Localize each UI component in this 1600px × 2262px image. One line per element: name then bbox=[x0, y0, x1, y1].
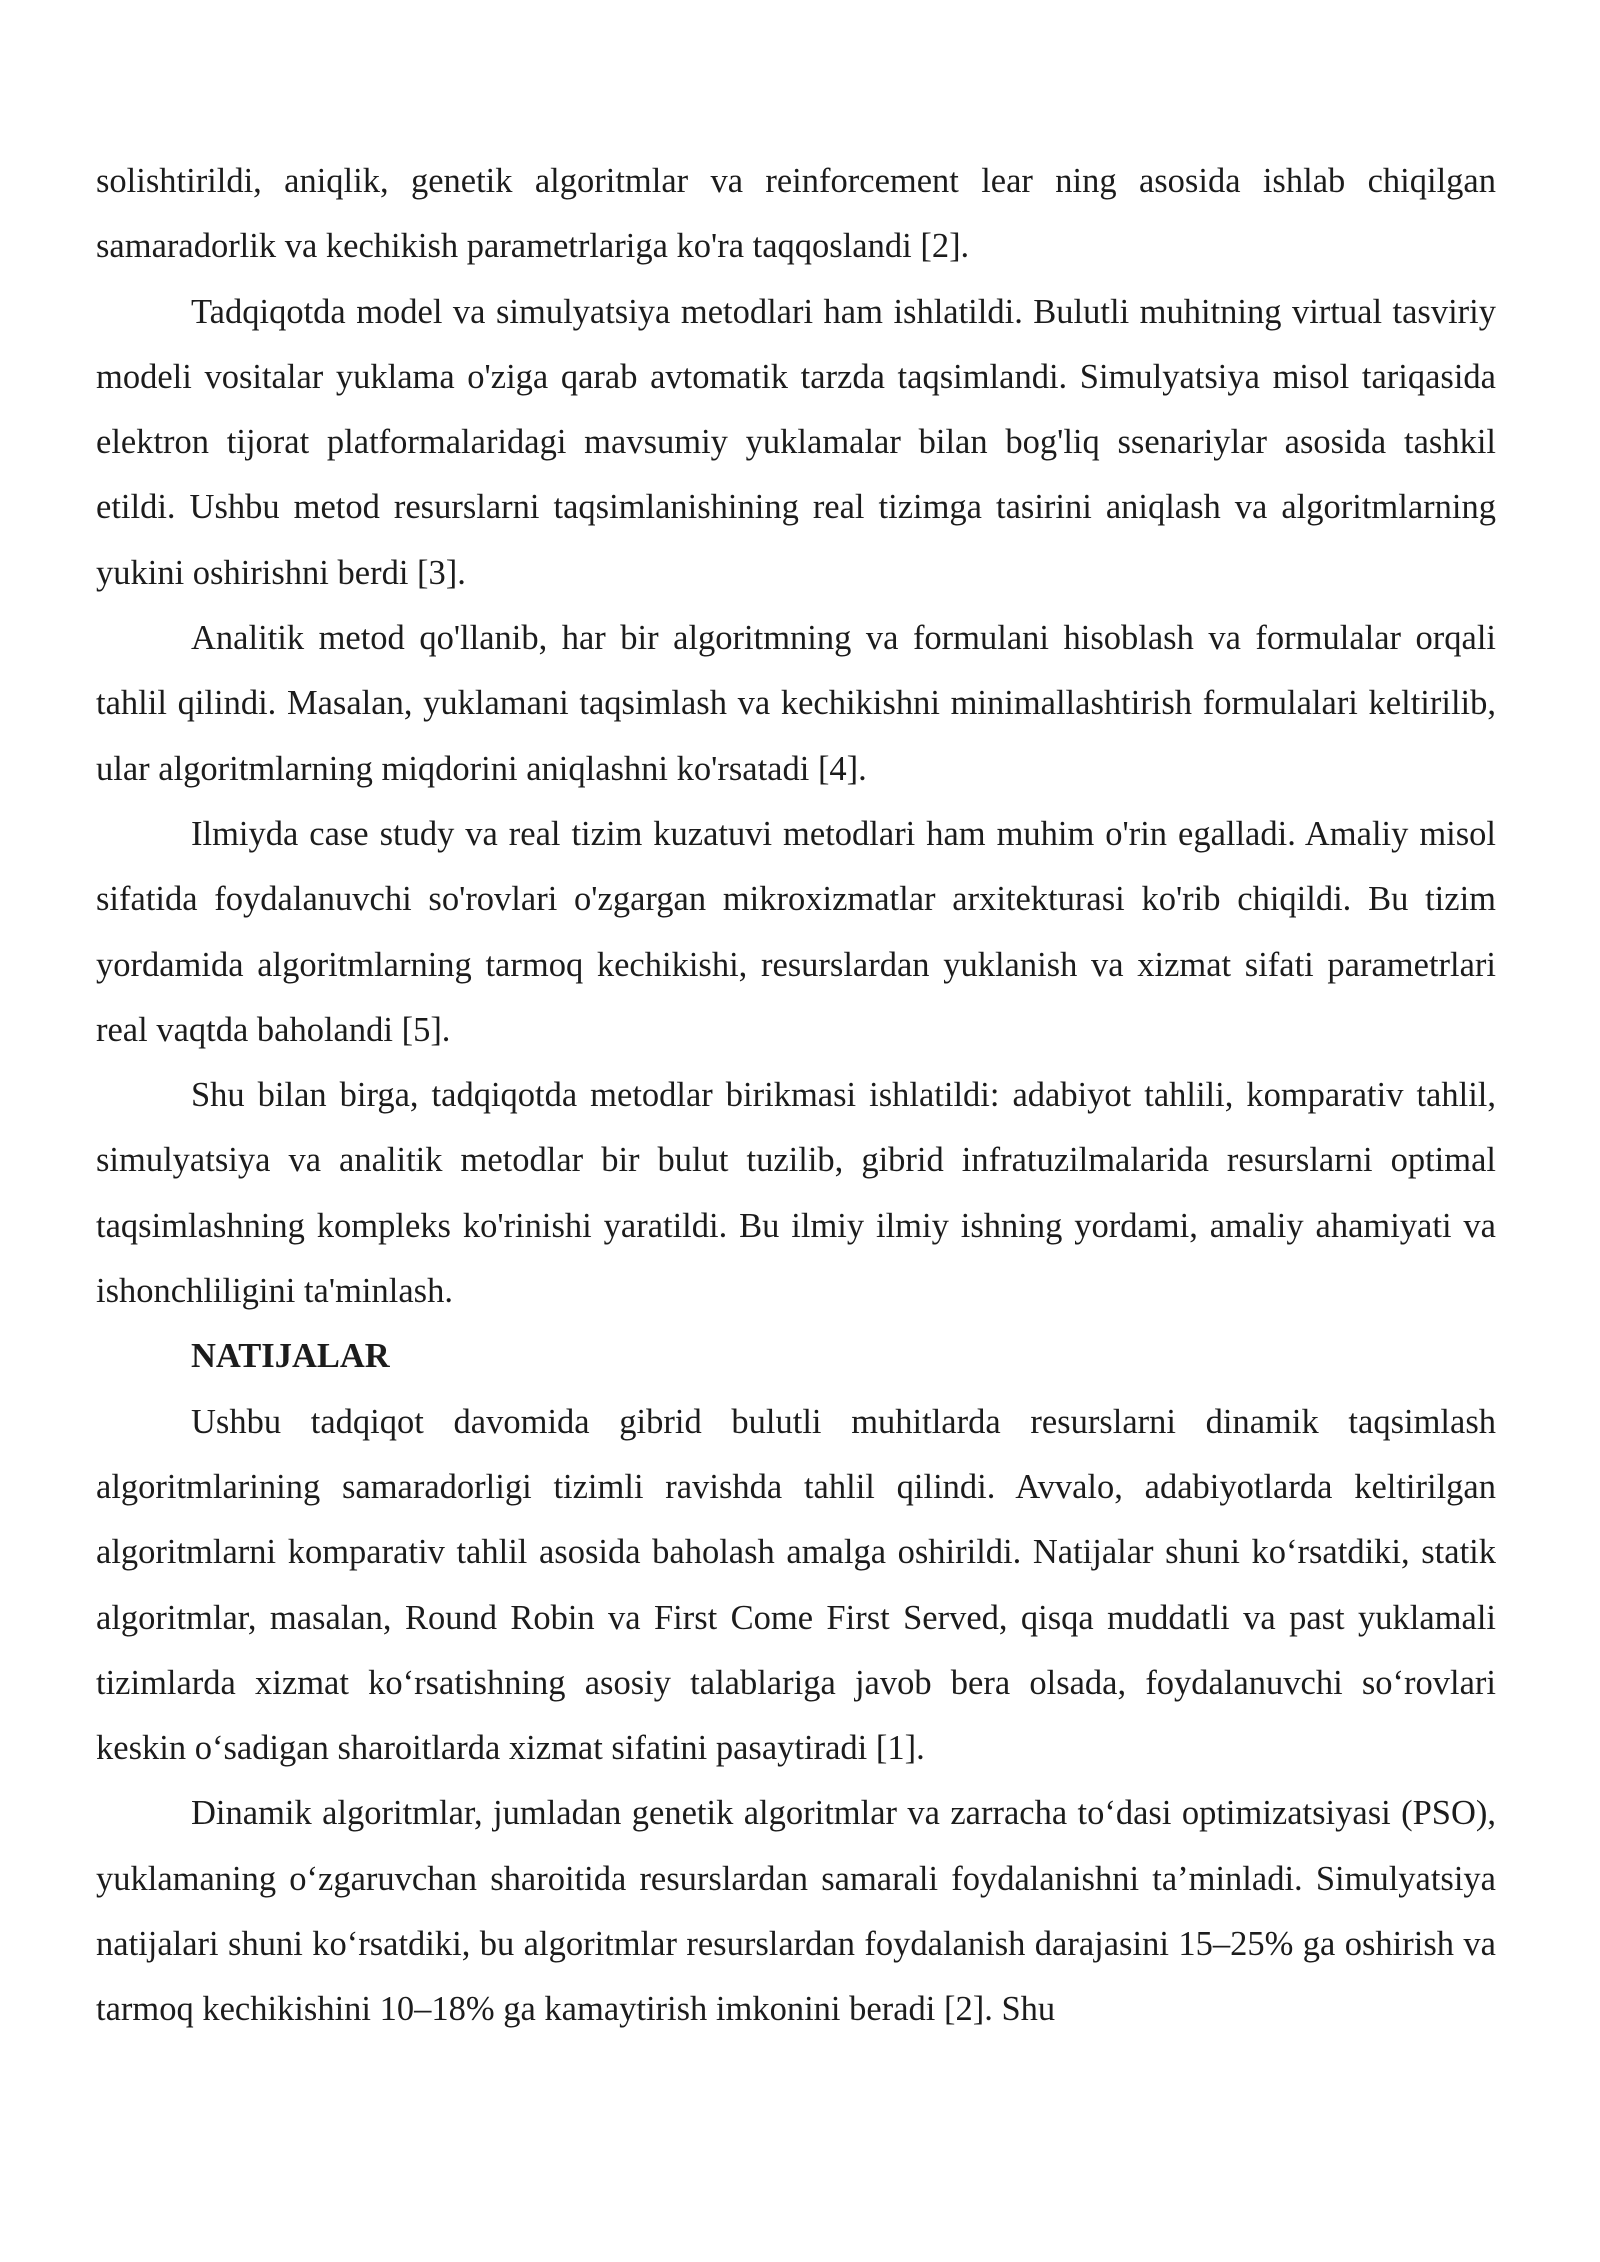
paragraph-continuation: solishtirildi, aniqlik, genetik algoritmlar va reinforcement lear ning asosida ishlab chiqilgan samaradorlik va kechikish parametrlariga ko'ra taqqoslandi [2]. bbox=[96, 162, 1496, 266]
paragraph-case-study: Ilmiyda case study va real tizim kuzatuvi metodlari ham muhim o'rin egalladi. Amaliy misol sifatida foydalanuvchi so'rovlari o'zgargan mikroxizmatlar arxitekturasi ko'rib chiqildi. Bu tizim yordamida algoritmlarning tarmoq kechikishi, resurslardan yuklanish va xizmat sifati parametrlari real vaqtda baholandi [5]. bbox=[96, 814, 1496, 1049]
paragraph-results-dynamic: Dinamik algoritmlar, jumladan genetik algoritmlar va zarracha to‘dasi optimizatsiyasi (PSO), yuklamaning o‘zgaruvchan sharoitida resurslardan samarali foydalanishni ta’minladi. Simulyatsiya natijalari shuni ko‘rsatdiki, bu algoritmlar resurslardan foydalanish darajasini 15–25% ga oshirish va tarmoq kechikishini 10–18% ga kamaytirish imkonini beradi [2]. Shu bbox=[96, 1794, 1496, 2029]
paragraph-results-static: Ushbu tadqiqot davomida gibrid bulutli muhitlarda resurslarni dinamik taqsimlash algoritmlarining samaradorligi tizimli ravishda tahlil qilindi. Avvalo, adabiyotlarda keltirilgan algoritmlarni komparativ tahlil asosida baholash amalga oshirildi. Natijalar shuni ko‘rsatdiki, statik algoritmlar, masalan, Round Robin va First Come First Served, qisqa muddatli va past yuklamali tizimlarda xizmat ko‘rsatishning asosiy talablariga javob bera olsada, foydalanuvchi so‘rovlari keskin o‘sadigan sharoitlarda xizmat sifatini pasaytiradi [1]. bbox=[96, 1402, 1496, 1768]
paragraph-combined-methods: Shu bilan birga, tadqiqotda metodlar birikmasi ishlatildi: adabiyot tahlili, komparativ tahlil, simulyatsiya va analitik metodlar bir bulut tuzilib, gibrid infratuzilmalarida resurslarni optimal taqsimlashning kompleks ko'rinishi yaratildi. Bu ilmiy ilmiy ishning yordami, amaliy ahamiyati va ishonchliligini ta'minlash. bbox=[96, 1076, 1496, 1311]
paragraph-simulation-methods: Tadqiqotda model va simulyatsiya metodlari ham ishlatildi. Bulutli muhitning virtual tasviriy modeli vositalar yuklama o'ziga qarab avtomatik tarzda taqsimlandi. Simulyatsiya misol tariqasida elektron tijorat platformalaridagi mavsumiy yuklamalar bilan bog'liq ssenariylar asosida tashkil etildi. Ushbu metod resurslarni taqsimlanishining real tizimga tasirini aniqlash va algoritmlarning yukini oshirishni berdi [3]. bbox=[96, 292, 1496, 592]
paragraph-analytic-method: Analitik metod qo'llanib, har bir algoritmning va formulani hisoblash va formulalar orqali tahlil qilindi. Masalan, yuklamani taqsimlash va kechikishni minimallashtirish formulalari keltirilib, ular algoritmlarning miqdorini aniqlashni ko'rsatadi [4]. bbox=[96, 619, 1496, 788]
body-text bbox=[96, 149, 1496, 2043]
section-heading-results: NATIJALAR bbox=[191, 1337, 390, 1376]
